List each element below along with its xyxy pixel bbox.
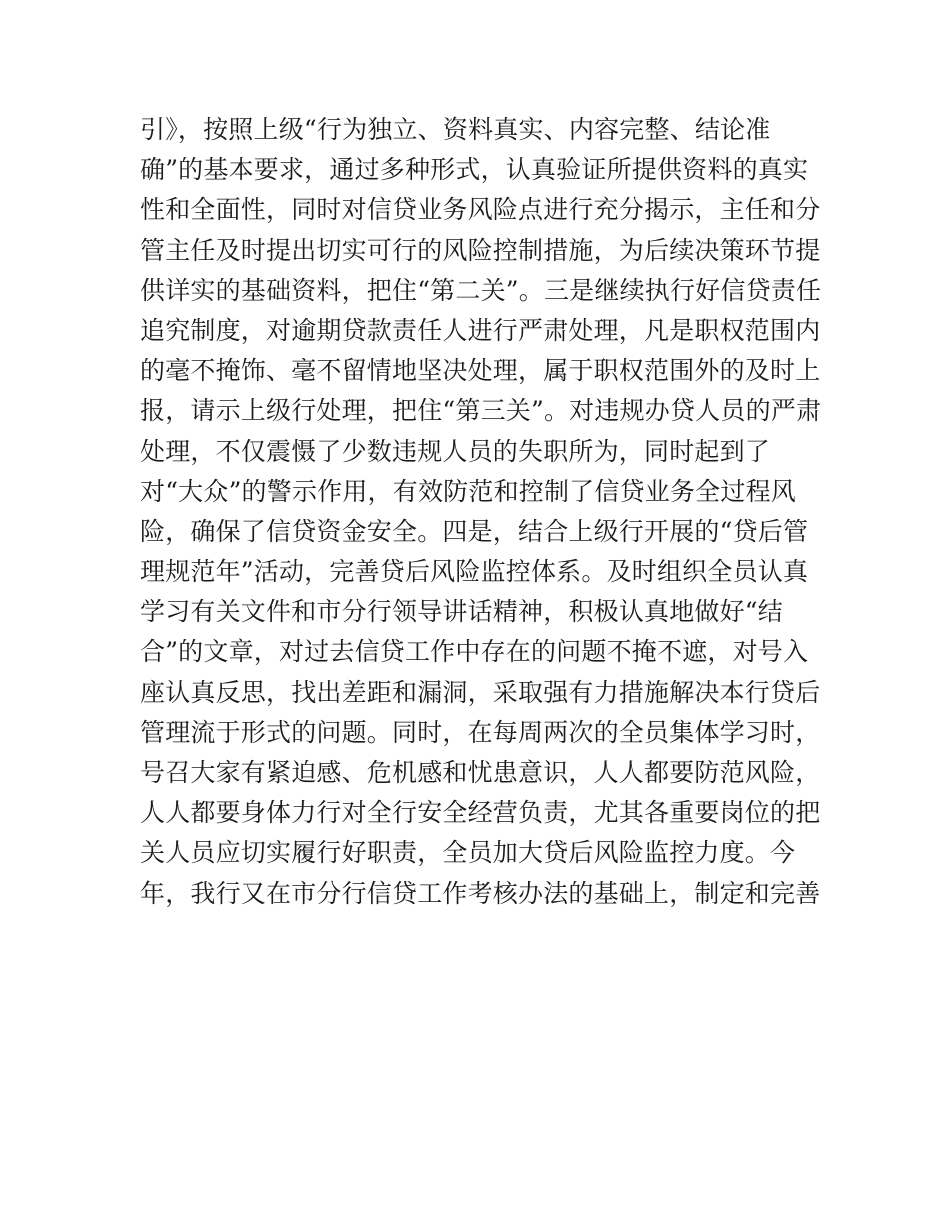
- text-line-9: 处理，不仅震慑了少数违规人员的失职所为，同时起到了: [140, 436, 771, 466]
- text-line-17: 号召大家有紧迫感、危机感和忧患意识，人人都要防范风险，: [140, 758, 821, 787]
- text-line-10: 对“大众”的警示作用，有效防范和控制了信贷业务全过程风: [140, 476, 796, 506]
- text-line-15: 座认真反思，找出差距和漏洞，采取强有力措施解决本行贷后: [140, 677, 821, 707]
- text-line-11: 险，确保了信贷资金安全。四是，结合上级行开展的“贷后管: [140, 516, 809, 546]
- text-line-18: 人人都要身体力行对全行安全经营负责，尤其各重要岗位的把: [140, 798, 821, 828]
- text-line-19: 关人员应切实履行好职责，全员加大贷后风险监控力度。今: [140, 838, 796, 868]
- text-line-12: 理规范年”活动，完善贷后风险监控体系。及时组织全员认真: [140, 557, 809, 587]
- text-line-1: 引》，按照上级“行为独立、资料真实、内容完整、结论准: [140, 115, 771, 144]
- text-line-3: 性和全面性，同时对信贷业务风险点进行充分揭示，主任和分: [140, 195, 821, 225]
- text-line-8: 报，请示上级行处理，把住“第三关”。对违规办贷人员的严肃: [140, 396, 822, 426]
- text-line-20: 年，我行又在市分行信贷工作考核办法的基础上，制定和完善: [140, 878, 821, 908]
- text-line-16: 管理流于形式的问题。同时，在每周两次的全员集体学习时，: [140, 717, 821, 747]
- text-line-6: 追究制度，对逾期贷款责任人进行严肃处理，凡是职权范围内: [140, 315, 821, 345]
- text-line-2: 确”的基本要求，通过多种形式，认真验证所提供资料的真实: [140, 155, 809, 185]
- text-line-14: 合”的文章，对过去信贷工作中存在的问题不掩不遮，对号入: [140, 637, 809, 667]
- text-line-13: 学习有关文件和市分行领导讲话精神，积极认真地做好“结: [140, 597, 783, 627]
- body-text: [140, 110, 840, 914]
- text-line-7: 的毫不掩饰、毫不留情地坚决处理，属于职权范围外的及时上: [140, 356, 821, 386]
- text-line-4: 管主任及时提出切实可行的风险控制措施，为后续决策环节提: [140, 235, 821, 265]
- text-line-5: 供详实的基础资料，把住“第二关”。三是继续执行好信贷责任: [140, 275, 822, 305]
